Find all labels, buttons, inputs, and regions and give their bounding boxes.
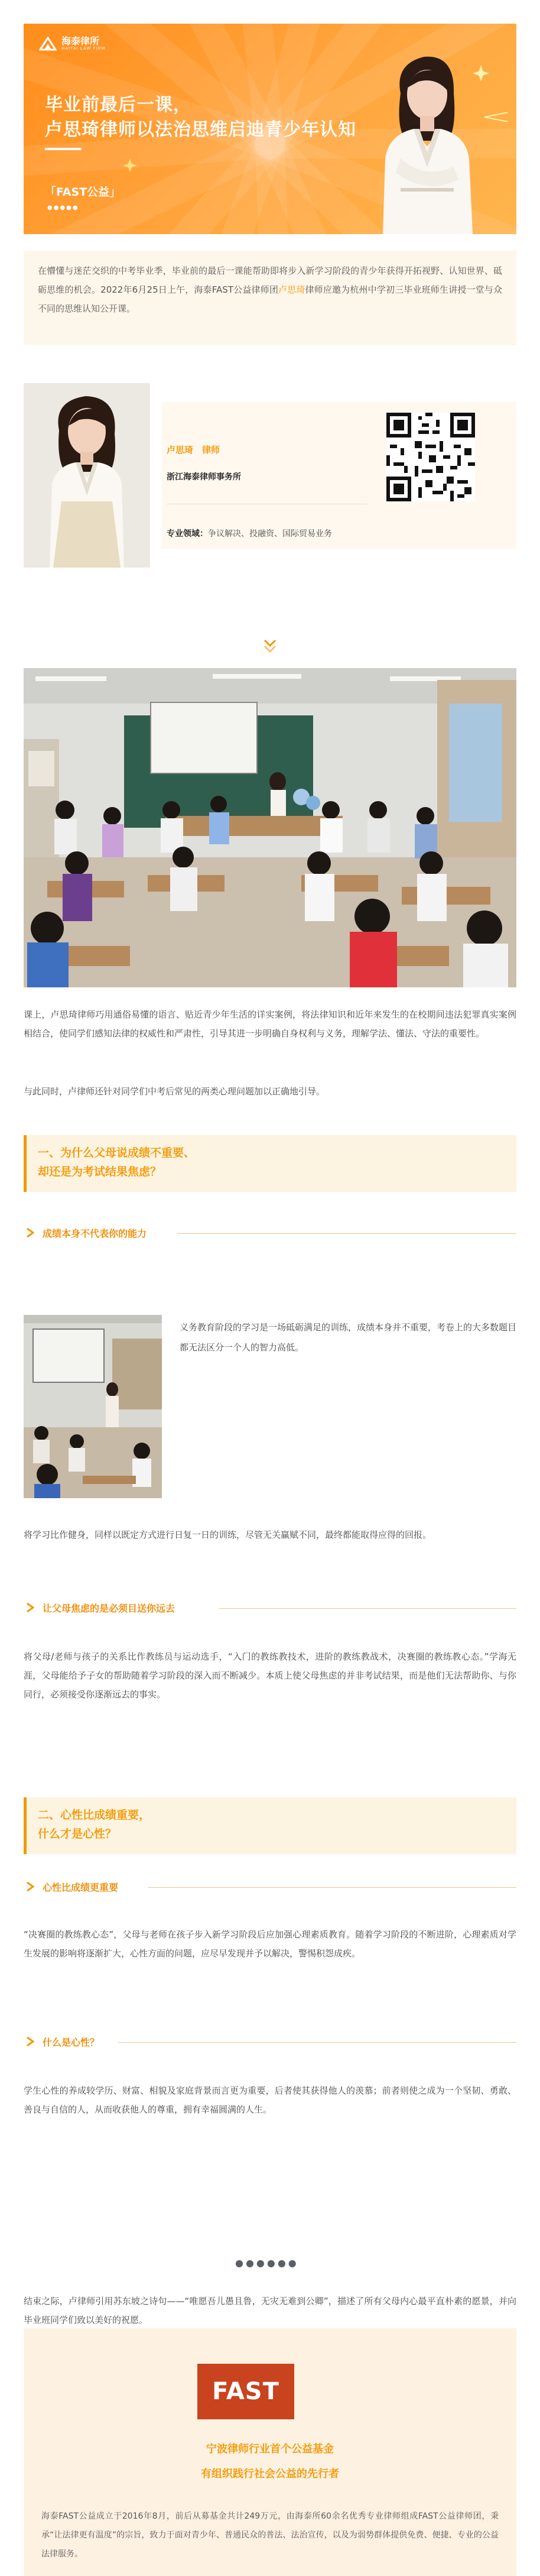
hero-banner [24,24,516,234]
lawyer-firm: 浙江海泰律师事务所 [167,472,241,482]
down-arrow-icon [264,639,276,654]
lecture-photo [24,1315,162,1498]
hero-decoration-icon [123,158,137,175]
hero-divider [45,148,82,150]
subheading-4-text: 什么是心性？ [43,2037,100,2048]
section-heading-1-text: 一、为什么父母说成绩不重要、 却还是为考试结果焦虑？ [38,1146,196,1178]
subheading-rule [177,1233,516,1234]
field-label: 专业领域： [167,529,208,539]
subheading-4 [24,2030,516,2054]
section-heading-bar [24,1797,27,1854]
hero-tag: 「FAST公益」 [45,186,121,199]
lawyer-name: 卢思琦 律师 [167,445,220,455]
classroom-photo [24,668,516,987]
subheading-marker-icon [26,1227,34,1238]
subheading-rule [118,2042,516,2043]
subheading-2 [24,1596,516,1620]
lawyer-profile-photo [24,383,150,568]
fast-logo: FAST [197,2364,294,2419]
intro-highlight-name: 卢思琦 [278,284,305,295]
intro-box [24,251,516,345]
firm-logo [39,37,106,51]
hero-title-line2: 卢思琦律师以法治思维启迪青少年认知 [45,119,356,140]
paragraph-closing: 结束之际，卢律师引用苏东坡之诗句——“唯愿吾儿愚且鲁，无灾无难到公卿”，描述了所有父母内心最平直朴素的愿景，并向毕业班同学们致以美好的祝愿。 [24,2296,516,2325]
subheading-1-text: 成绩本身不代表你的能力 [43,1228,147,1239]
side-paragraph: 义务教育阶段的学习是一场砥砺满足的训练，成绩本身并不重要，考卷上的大多数题目都无法区分一个人的智力高低。 [180,1322,517,1353]
field-value: 争议解决、投融资、国际贸易业务 [208,529,332,539]
lawyer-field [167,527,332,539]
firm-logo-icon [39,37,57,51]
paragraph-character: 学生心性的养成较学历、财富、相貌及家庭背景而言更为重要，后者使其获得他人的羡慕；前者则使之成为一个坚韧、勇敢、善良与自信的人，从而收获他人的尊重，拥有幸福圆满的人生。 [24,2085,516,2115]
hero-title-line1: 毕业前最后一课， [45,95,191,115]
paragraph-coach: 将父母/老师与孩子的关系比作教练员与运动选手，“入门的教练教技术，进阶的教练教战术，决赛圈的教练教心态。”学海无涯，父母能给予子女的帮助随着学习阶段的深入而不断减少。本质上使父母焦虑的并非考试结果，而是他们无法帮助你、与你同行，必须接受你逐渐远去的事实。 [24,1651,516,1700]
section-heading-2-text: 二、心性比成绩重要， 什么才是心性？ [38,1809,151,1841]
paragraph-mindset: “决赛圈的教练教心态”，父母与老师在孩子步入新学习阶段后应加强心理素质教育。随着学习阶段的不断进阶，心理素质对学生发展的影响将逐渐扩大，心性方面的问题，应尽早发现并予以解决，警惕积怨成疾。 [24,1929,516,1959]
subheading-rule [219,1608,516,1609]
firm-name-en: HAITAI LAW FIRM [61,46,106,51]
lawyer-portrait-image [359,40,495,234]
intro-text: 在懵懂与迷茫交织的中考毕业季，毕业前的最后一课能帮助即将步入新学习阶段的青少年获得开拓视野、认知世界、砥砺思维的机会。2022年6月25日上午，海泰FAST公益律师团卢思琦律师应邀为杭州中学初三毕业班师生讲授一堂与众不同的思维认知公开课。 [38,265,502,314]
dots-separator: ●●●●●● [235,2257,299,2269]
subheading-marker-icon [26,2036,34,2047]
footer-slogan-1: 宁波律师行业首个公益基金 [206,2443,334,2455]
paragraph-fitness: 将学习比作健身，同样以既定方式进行日复一日的训练，尽管无关赢赋不同，最终都能取得应得的回报。 [24,1530,432,1540]
subheading-marker-icon [26,1881,34,1892]
subheading-3 [24,1875,516,1899]
subheading-2-text: 让父母焦虑的是必须目送你远去 [43,1603,175,1614]
footer-slogan-2: 有组织践行社会公益的先行者 [201,2468,339,2480]
qr-code-image[interactable] [386,413,475,501]
subheading-1 [24,1221,516,1245]
hero-dots: ●●●●● [47,205,79,211]
section-heading-bar [24,1135,27,1192]
firm-name: 海泰律所 [61,35,100,47]
section-heading-1 [24,1135,516,1192]
subheading-3-text: 心性比成绩更重要 [43,1882,119,1893]
paragraph-lesson: 课上，卢思琦律师巧用通俗易懂的语言、贴近青少年生活的详实案例，将法律知识和近年来发生的在校期间违法犯罪真实案例相结合，使同学们感知法律的权威性和严肃性，引导其进一步明确自身权利与义务，理解学法、懂法、守法的重要性。 [24,1009,516,1039]
subheading-marker-icon [26,1602,34,1613]
subheading-rule [148,1887,516,1888]
paragraph-intro-questions: 与此同时，卢律师还针对同学们中考后常见的两类心理问题加以正确地引导。 [24,1086,326,1097]
section-heading-2 [24,1797,516,1854]
footer-description: 海泰FAST公益成立于2016年8月，前后从募基金共计249万元，由海泰所60余名优秀专业律师组成FAST公益律师团，秉承“让法律更有温度”的宗旨，致力于面对青少年、普通民众的普法、法治宣传，以及为弱势群体提供免费、便捷、专业的公益法律服务。 [41,2512,499,2559]
